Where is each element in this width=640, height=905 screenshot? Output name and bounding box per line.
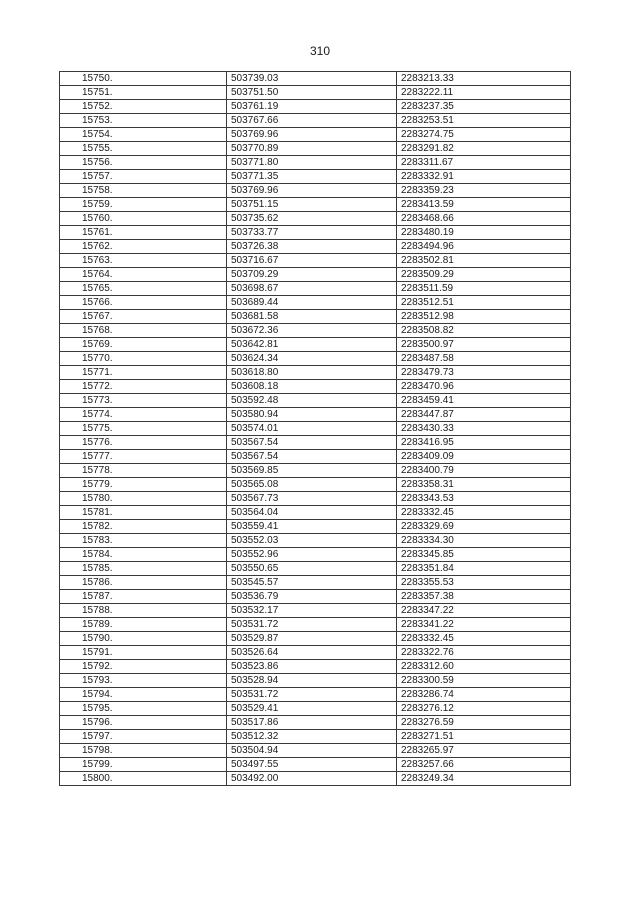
easting-cell: 503529.41 [227,702,397,716]
easting-cell: 503716.67 [227,254,397,268]
northing-cell: 2283237.35 [397,100,571,114]
point-number-cell: 15794. [60,688,227,702]
easting-cell: 503624.34 [227,352,397,366]
point-number-cell: 15786. [60,576,227,590]
northing-cell: 2283213.33 [397,72,571,86]
page-number: 310 [309,44,331,58]
northing-cell: 2283249.34 [397,772,571,786]
northing-cell: 2283300.59 [397,674,571,688]
easting-cell: 503531.72 [227,618,397,632]
northing-cell: 2283430.33 [397,422,571,436]
point-number-cell: 15765. [60,282,227,296]
table-row [60,100,571,114]
easting-cell: 503769.96 [227,128,397,142]
easting-cell: 503574.01 [227,422,397,436]
point-number-cell: 15754. [60,128,227,142]
coordinate-table [59,71,571,786]
point-number-cell: 15777. [60,450,227,464]
northing-cell: 2283345.85 [397,548,571,562]
easting-cell: 503567.54 [227,450,397,464]
point-number-cell: 15791. [60,646,227,660]
northing-cell: 2283511.59 [397,282,571,296]
easting-cell: 503532.17 [227,604,397,618]
easting-cell: 503567.54 [227,436,397,450]
northing-cell: 2283494.96 [397,240,571,254]
point-number-cell: 15769. [60,338,227,352]
easting-cell: 503526.64 [227,646,397,660]
table-row [60,198,571,212]
point-number-cell: 15799. [60,758,227,772]
northing-cell: 2283286.74 [397,688,571,702]
table-row [60,352,571,366]
point-number-cell: 15775. [60,422,227,436]
point-number-cell: 15774. [60,408,227,422]
easting-cell: 503698.67 [227,282,397,296]
easting-cell: 503767.66 [227,114,397,128]
easting-cell: 503552.03 [227,534,397,548]
table-row [60,86,571,100]
point-number-cell: 15752. [60,100,227,114]
table-row [60,506,571,520]
easting-cell: 503771.80 [227,156,397,170]
northing-cell: 2283409.09 [397,450,571,464]
easting-cell: 503771.35 [227,170,397,184]
table-row [60,744,571,758]
northing-cell: 2283343.53 [397,492,571,506]
easting-cell: 503770.89 [227,142,397,156]
northing-cell: 2283265.97 [397,744,571,758]
point-number-cell: 15757. [60,170,227,184]
table-row [60,422,571,436]
northing-cell: 2283322.76 [397,646,571,660]
northing-cell: 2283413.59 [397,198,571,212]
table-row [60,660,571,674]
northing-cell: 2283329.69 [397,520,571,534]
northing-cell: 2283276.12 [397,702,571,716]
table-row [60,184,571,198]
table-row [60,576,571,590]
point-number-cell: 15763. [60,254,227,268]
point-number-cell: 15783. [60,534,227,548]
easting-cell: 503769.96 [227,184,397,198]
northing-cell: 2283276.59 [397,716,571,730]
point-number-cell: 15766. [60,296,227,310]
point-number-cell: 15790. [60,632,227,646]
northing-cell: 2283332.45 [397,506,571,520]
table-row [60,366,571,380]
table-row [60,296,571,310]
northing-cell: 2283512.51 [397,296,571,310]
point-number-cell: 15797. [60,730,227,744]
point-number-cell: 15789. [60,618,227,632]
easting-cell: 503689.44 [227,296,397,310]
easting-cell: 503642.81 [227,338,397,352]
table-row [60,702,571,716]
point-number-cell: 15772. [60,380,227,394]
point-number-cell: 15793. [60,674,227,688]
point-number-cell: 15758. [60,184,227,198]
table-row [60,464,571,478]
point-number-cell: 15767. [60,310,227,324]
point-number-cell: 15770. [60,352,227,366]
point-number-cell: 15753. [60,114,227,128]
easting-cell: 503592.48 [227,394,397,408]
northing-cell: 2283312.60 [397,660,571,674]
table-row [60,254,571,268]
easting-cell: 503550.65 [227,562,397,576]
easting-cell: 503523.86 [227,660,397,674]
point-number-cell: 15795. [60,702,227,716]
northing-cell: 2283334.30 [397,534,571,548]
easting-cell: 503672.36 [227,324,397,338]
northing-cell: 2283447.87 [397,408,571,422]
table-row [60,632,571,646]
table-row [60,282,571,296]
point-number-cell: 15779. [60,478,227,492]
northing-cell: 2283358.31 [397,478,571,492]
easting-cell: 503726.38 [227,240,397,254]
table-row [60,142,571,156]
northing-cell: 2283468.66 [397,212,571,226]
table-row [60,520,571,534]
table-row [60,380,571,394]
easting-cell: 503580.94 [227,408,397,422]
table-row [60,604,571,618]
table-row [60,436,571,450]
point-number-cell: 15776. [60,436,227,450]
northing-cell: 2283351.84 [397,562,571,576]
easting-cell: 503497.55 [227,758,397,772]
easting-cell: 503529.87 [227,632,397,646]
easting-cell: 503517.86 [227,716,397,730]
easting-cell: 503531.72 [227,688,397,702]
table-row [60,72,571,86]
point-number-cell: 15778. [60,464,227,478]
point-number-cell: 15773. [60,394,227,408]
easting-cell: 503681.58 [227,310,397,324]
northing-cell: 2283512.98 [397,310,571,324]
table-row [60,716,571,730]
easting-cell: 503618.80 [227,366,397,380]
table-row [60,478,571,492]
point-number-cell: 15782. [60,520,227,534]
table-row [60,562,571,576]
table-row [60,492,571,506]
point-number-cell: 15784. [60,548,227,562]
table-row [60,688,571,702]
table-row [60,394,571,408]
easting-cell: 503504.94 [227,744,397,758]
table-row [60,674,571,688]
northing-cell: 2283487.58 [397,352,571,366]
point-number-cell: 15787. [60,590,227,604]
table-row [60,170,571,184]
easting-cell: 503569.85 [227,464,397,478]
northing-cell: 2283400.79 [397,464,571,478]
easting-cell: 503492.00 [227,772,397,786]
table-row [60,128,571,142]
point-number-cell: 15800. [60,772,227,786]
table-row [60,772,571,786]
point-number-cell: 15798. [60,744,227,758]
northing-cell: 2283480.19 [397,226,571,240]
northing-cell: 2283222.11 [397,86,571,100]
northing-cell: 2283502.81 [397,254,571,268]
easting-cell: 503559.41 [227,520,397,534]
northing-cell: 2283347.22 [397,604,571,618]
point-number-cell: 15781. [60,506,227,520]
easting-cell: 503739.03 [227,72,397,86]
point-number-cell: 15750. [60,72,227,86]
point-number-cell: 15762. [60,240,227,254]
point-number-cell: 15759. [60,198,227,212]
point-number-cell: 15760. [60,212,227,226]
point-number-cell: 15755. [60,142,227,156]
point-number-cell: 15792. [60,660,227,674]
northing-cell: 2283332.45 [397,632,571,646]
table-row [60,114,571,128]
northing-cell: 2283271.51 [397,730,571,744]
table-row [60,618,571,632]
point-number-cell: 15764. [60,268,227,282]
northing-cell: 2283332.91 [397,170,571,184]
table-row [60,268,571,282]
table-row [60,450,571,464]
point-number-cell: 15796. [60,716,227,730]
easting-cell: 503733.77 [227,226,397,240]
table-row [60,240,571,254]
table-row [60,758,571,772]
northing-cell: 2283359.23 [397,184,571,198]
northing-cell: 2283470.96 [397,380,571,394]
easting-cell: 503536.79 [227,590,397,604]
table-row [60,590,571,604]
table-row [60,338,571,352]
point-number-cell: 15771. [60,366,227,380]
easting-cell: 503545.57 [227,576,397,590]
point-number-cell: 15788. [60,604,227,618]
point-number-cell: 15756. [60,156,227,170]
point-number-cell: 15761. [60,226,227,240]
table-row [60,730,571,744]
point-number-cell: 15785. [60,562,227,576]
northing-cell: 2283257.66 [397,758,571,772]
easting-cell: 503751.50 [227,86,397,100]
point-number-cell: 15780. [60,492,227,506]
northing-cell: 2283508.82 [397,324,571,338]
easting-cell: 503567.73 [227,492,397,506]
table-row [60,310,571,324]
table-row [60,226,571,240]
easting-cell: 503528.94 [227,674,397,688]
table-row [60,156,571,170]
easting-cell: 503565.08 [227,478,397,492]
easting-cell: 503709.29 [227,268,397,282]
easting-cell: 503751.15 [227,198,397,212]
northing-cell: 2283500.97 [397,338,571,352]
easting-cell: 503552.96 [227,548,397,562]
northing-cell: 2283355.53 [397,576,571,590]
point-number-cell: 15768. [60,324,227,338]
table-row [60,548,571,562]
easting-cell: 503564.04 [227,506,397,520]
easting-cell: 503512.32 [227,730,397,744]
table-row [60,408,571,422]
easting-cell: 503761.19 [227,100,397,114]
northing-cell: 2283459.41 [397,394,571,408]
northing-cell: 2283341.22 [397,618,571,632]
northing-cell: 2283311.67 [397,156,571,170]
northing-cell: 2283479.73 [397,366,571,380]
easting-cell: 503608.18 [227,380,397,394]
table-row [60,212,571,226]
northing-cell: 2283416.95 [397,436,571,450]
northing-cell: 2283509.29 [397,268,571,282]
northing-cell: 2283274.75 [397,128,571,142]
point-number-cell: 15751. [60,86,227,100]
coordinate-table-body [60,72,571,786]
easting-cell: 503735.62 [227,212,397,226]
northing-cell: 2283291.82 [397,142,571,156]
northing-cell: 2283253.51 [397,114,571,128]
northing-cell: 2283357.38 [397,590,571,604]
table-row [60,646,571,660]
table-row [60,324,571,338]
table-row [60,534,571,548]
